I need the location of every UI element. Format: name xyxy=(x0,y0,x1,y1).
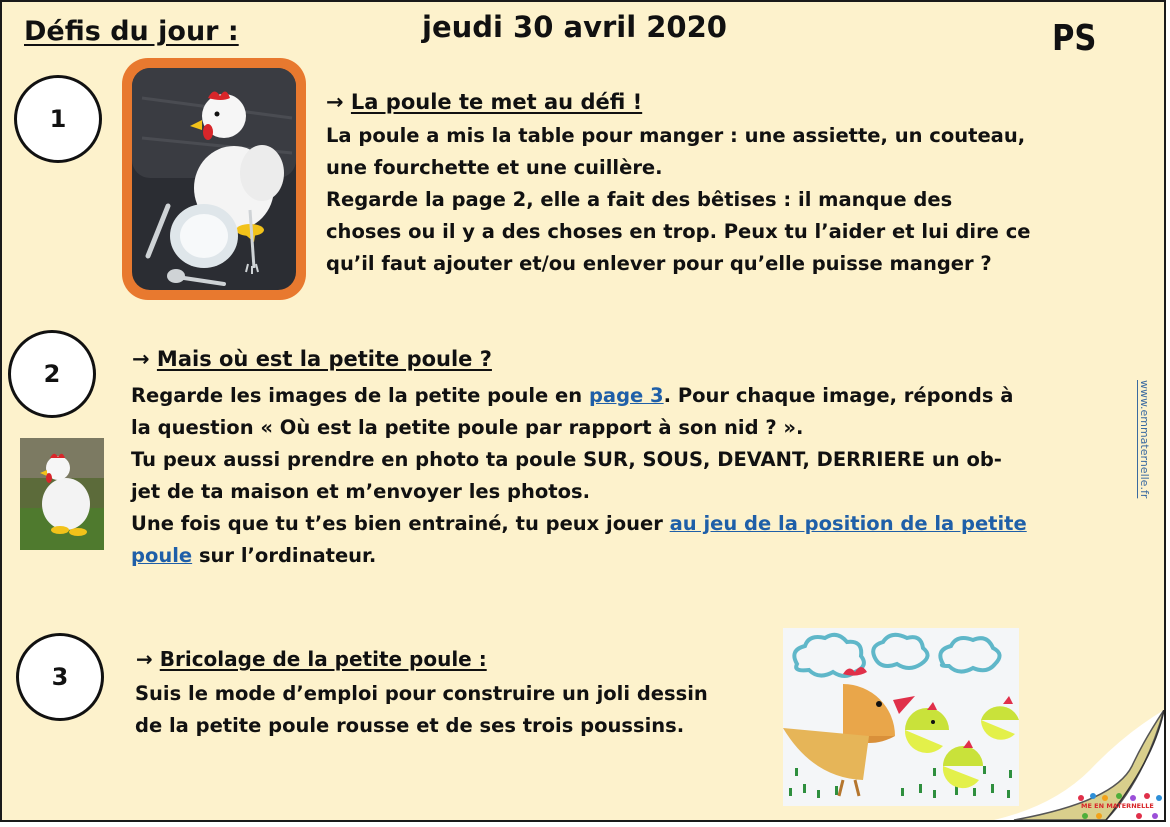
section-3-line: Suis le mode d’emploi pour construire un joli dessin xyxy=(135,682,708,705)
section-3-body xyxy=(135,678,708,742)
section-2-heading xyxy=(132,347,492,371)
page-3-link[interactable]: page 3 xyxy=(588,384,664,407)
section-1-line: choses ou il y a des choses en trop. Peux tu l’aider et lui dire ce xyxy=(326,220,1031,243)
section-2-line: jet de ta maison et m’envoyer les photos. xyxy=(131,480,590,503)
hen-grass-photo xyxy=(20,438,104,550)
logo-text: ME EN MATERNELLE xyxy=(1081,802,1154,810)
section-2-heading-text: Mais où est la petite poule ? xyxy=(156,347,492,371)
hen-table-photo xyxy=(122,58,306,300)
section-1-line: une fourchette et une cuillère. xyxy=(326,156,663,179)
section-2-line: la question « Où est la petite poule par rapport à son nid ? ». xyxy=(131,416,804,439)
section-2-line: poule sur l’ordinateur. xyxy=(131,544,377,567)
position-game-link-continued[interactable]: poule xyxy=(131,544,193,567)
section-2-line: Une fois que tu t’es bien entrainé, tu peux jouer au jeu de la position de la petite xyxy=(131,512,1027,535)
hen-grass-illustration xyxy=(20,438,104,550)
section-1-line: Regarde la page 2, elle a fait des bêtises : il manque des xyxy=(326,188,953,211)
section-2-body xyxy=(131,380,1027,572)
section-1-body xyxy=(326,120,1031,280)
section-number-2: 2 xyxy=(8,330,96,418)
section-3-heading xyxy=(136,647,487,671)
craft-photo xyxy=(783,628,1019,806)
arrow-right-icon: → xyxy=(326,90,344,114)
hen-table-illustration xyxy=(122,58,306,300)
arrow-right-icon: → xyxy=(132,347,150,371)
section-3-line: de la petite poule rousse et de ses trois poussins. xyxy=(135,714,685,737)
date-heading: jeudi 30 avril 2020 xyxy=(422,10,727,44)
section-1-heading xyxy=(326,90,642,114)
arrow-right-icon: → xyxy=(136,647,153,671)
section-3-heading-text: Bricolage de la petite poule : xyxy=(159,647,487,671)
section-number-3: 3 xyxy=(16,633,104,721)
section-number-1: 1 xyxy=(14,75,102,163)
section-1-heading-text: La poule te met au défi ! xyxy=(350,90,643,114)
page-title: Défis du jour : xyxy=(24,16,239,47)
section-2-line: Tu peux aussi prendre en photo ta poule SUR, SOUS, DEVANT, DERRIERE un ob- xyxy=(131,448,1002,471)
position-game-link[interactable]: au jeu de la position de la petite xyxy=(669,512,1027,535)
website-url[interactable]: www.emmaternelle.fr xyxy=(1138,380,1151,499)
section-2-line: Regarde les images de la petite poule en page 3. Pour chaque image, réponds à xyxy=(131,384,1014,407)
section-1-line: qu’il faut ajouter et/ou enlever pour qu’elle puisse manger ? xyxy=(326,252,992,275)
section-1-line: La poule a mis la table pour manger : une assiette, un couteau, xyxy=(326,124,1026,147)
site-logo xyxy=(1075,792,1165,820)
hen-chicks-craft-illustration xyxy=(783,628,1019,806)
level-label: PS xyxy=(1052,18,1097,59)
